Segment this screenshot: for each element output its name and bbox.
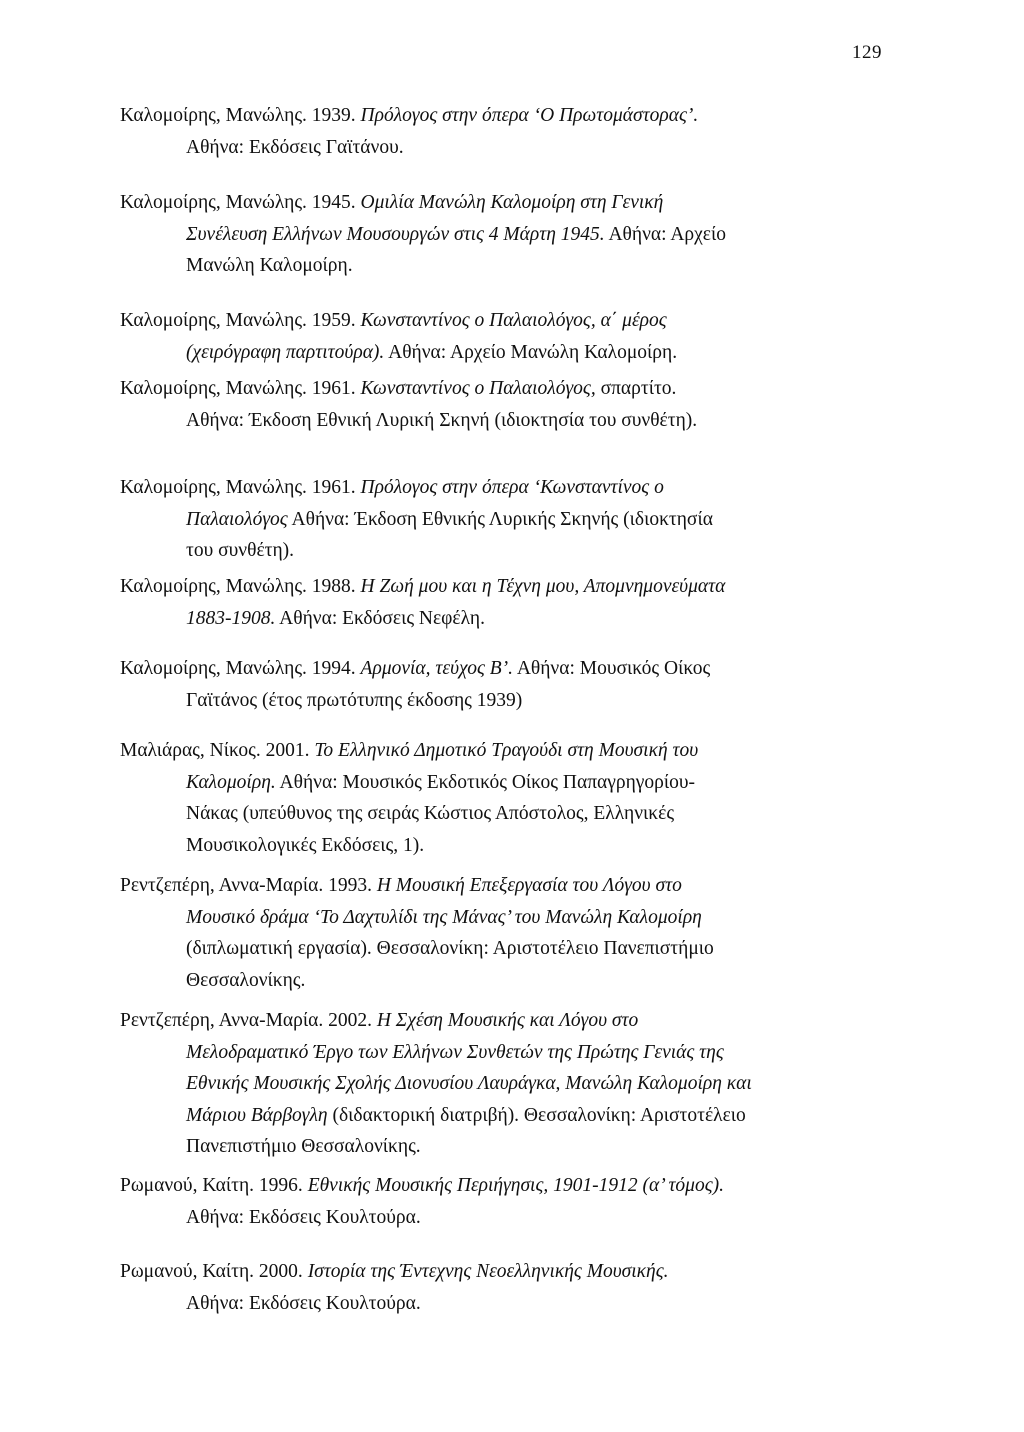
reference-line bbox=[120, 767, 890, 799]
reference-line bbox=[120, 1202, 890, 1234]
reference-line bbox=[120, 1256, 890, 1288]
reference-text: Αθήνα: Έκδοση Εθνική Λυρική Σκηνή (ιδιοκτησία του συνθέτη). bbox=[186, 409, 698, 431]
reference-title: Εθνικής Μουσικής Σχολής Διονυσίου Λαυράγκα, Μανώλη Καλομοίρη και bbox=[186, 1073, 752, 1094]
reference-title: Αρμονία, τεύχος Β’. bbox=[360, 658, 514, 679]
reference-title: Μουσικό δράμα ‘Το Δαχτυλίδι της Μάνας’ του Μανώλη Καλομοίρη bbox=[186, 906, 702, 928]
reference-entry bbox=[120, 472, 890, 567]
reference-text: Θεσσαλονίκης. bbox=[186, 969, 306, 991]
reference-line bbox=[120, 830, 890, 862]
reference-line bbox=[120, 1068, 890, 1100]
reference-title: (χειρόγραφη παρτιτούρα). bbox=[186, 341, 385, 363]
reference-line bbox=[120, 735, 890, 767]
reference-line bbox=[120, 504, 890, 536]
reference-line bbox=[120, 1100, 890, 1132]
reference-line bbox=[120, 902, 890, 934]
reference-line bbox=[120, 187, 890, 219]
reference-publisher: Αθήνα: Εκδόσεις Νεφέλη. bbox=[275, 607, 485, 629]
reference-text: Καλομοίρης, Μανώλης. 1961. bbox=[120, 378, 361, 399]
reference-line bbox=[120, 685, 890, 717]
reference-line bbox=[120, 337, 890, 369]
reference-text: Ρωμανού, Καίτη. 1996. bbox=[120, 1175, 308, 1196]
reference-title: Πρόλογος στην όπερα ‘Ο Πρωτομάστορας’. bbox=[360, 105, 699, 126]
reference-line bbox=[120, 535, 890, 567]
reference-title: Συνέλευση Ελλήνων Μουσουργών στις 4 Μάρτη 1945. bbox=[186, 223, 605, 245]
reference-line bbox=[120, 1170, 890, 1202]
reference-text: Καλομοίρης, Μανώλης. 1994. bbox=[120, 658, 361, 679]
reference-line bbox=[120, 250, 890, 282]
reference-line bbox=[120, 132, 890, 164]
reference-entry bbox=[120, 1005, 890, 1163]
reference-text: Μουσικολογικές Εκδόσεις, 1). bbox=[186, 834, 425, 856]
reference-entry bbox=[120, 735, 890, 861]
reference-title: Πρόλογος στην όπερα ‘Κωνσταντίνος ο bbox=[360, 477, 664, 498]
reference-entry bbox=[120, 1170, 890, 1233]
reference-title: Ιστορία της Έντεχνης Νεοελληνικής Μουσικής. bbox=[307, 1261, 669, 1282]
reference-text: Ρεντζεπέρη, Αννα-Μαρία. 2002. bbox=[120, 1010, 377, 1031]
reference-text: Αθήνα: Εκδόσεις Γαϊτάνου. bbox=[186, 136, 404, 158]
reference-entry bbox=[120, 305, 890, 368]
reference-title: Κωνσταντίνος ο Παλαιολόγος, α΄ μέρος bbox=[360, 310, 667, 331]
reference-text: Καλομοίρης, Μανώλης. 1961. bbox=[120, 477, 361, 498]
reference-title: Κωνσταντίνος ο Παλαιολόγος, bbox=[360, 378, 596, 399]
reference-title: Ομιλία Μανώλη Καλομοίρη στη Γενική bbox=[360, 192, 664, 213]
reference-publisher: Αθήνα: Έκδοση Εθνικής Λυρικής Σκηνής (ιδιοκτησία bbox=[287, 508, 713, 530]
reference-line bbox=[120, 472, 890, 504]
reference-title: Μελοδραματικό Έργο των Ελλήνων Συνθετών της Πρώτης Γενιάς της bbox=[186, 1041, 724, 1063]
reference-publisher: Αθήνα: Μουσικός Εκδοτικός Οίκος Παπαγρηγορίου- bbox=[275, 771, 696, 793]
reference-line bbox=[120, 603, 890, 635]
reference-line bbox=[120, 870, 890, 902]
reference-text: Γαϊτάνος (έτος πρωτότυπης έκδοσης 1939) bbox=[186, 689, 523, 711]
reference-line bbox=[120, 653, 890, 685]
reference-line bbox=[120, 405, 890, 437]
reference-line bbox=[120, 965, 890, 997]
reference-title: Το Ελληνικό Δημοτικό Τραγούδι στη Μουσική του bbox=[314, 740, 699, 761]
reference-text: Μαλιάρας, Νίκος. 2001. bbox=[120, 740, 315, 761]
reference-text: Ρωμανού, Καίτη. 2000. bbox=[120, 1261, 308, 1282]
reference-text: Καλομοίρης, Μανώλης. 1959. bbox=[120, 310, 361, 331]
reference-title: Καλομοίρη. bbox=[186, 771, 276, 793]
reference-line bbox=[120, 798, 890, 830]
reference-line bbox=[120, 1288, 890, 1320]
reference-text: Καλομοίρης, Μανώλης. 1939. bbox=[120, 105, 361, 126]
reference-entry bbox=[120, 100, 890, 163]
reference-text: Αθήνα: Εκδόσεις Κουλτούρα. bbox=[186, 1292, 421, 1314]
reference-text: Ρεντζεπέρη, Αννα-Μαρία. 1993. bbox=[120, 875, 377, 896]
reference-line bbox=[120, 1005, 890, 1037]
reference-publisher: Αθήνα: Μουσικός Οίκος bbox=[513, 658, 711, 679]
reference-text: Καλομοίρης, Μανώλης. 1945. bbox=[120, 192, 361, 213]
reference-entry bbox=[120, 187, 890, 282]
reference-entry bbox=[120, 1256, 890, 1319]
reference-title: Μάριου Βάρβογλη bbox=[186, 1104, 328, 1126]
reference-entry bbox=[120, 870, 890, 996]
reference-line bbox=[120, 1037, 890, 1069]
reference-text: (διπλωματική εργασία). Θεσσαλονίκη: Αριστοτέλειο Πανεπιστήμιο bbox=[186, 938, 714, 959]
reference-entry bbox=[120, 653, 890, 716]
reference-line bbox=[120, 305, 890, 337]
reference-text: Καλομοίρης, Μανώλης. 1988. bbox=[120, 576, 361, 597]
reference-publisher: Αθήνα: Αρχείο Μανώλη Καλομοίρη. bbox=[384, 341, 678, 363]
reference-title: 1883-1908. bbox=[186, 607, 276, 629]
reference-publisher: Αθήνα: Αρχείο bbox=[604, 223, 726, 245]
reference-line bbox=[120, 219, 890, 251]
reference-text: Μανώλη Καλομοίρη. bbox=[186, 255, 353, 276]
reference-title: Η Σχέση Μουσικής και Λόγου στο bbox=[376, 1010, 639, 1031]
page-number: 129 bbox=[852, 42, 882, 63]
reference-line bbox=[120, 100, 890, 132]
reference-line bbox=[120, 571, 890, 603]
reference-entry bbox=[120, 571, 890, 634]
reference-line bbox=[120, 373, 890, 405]
reference-publisher: (διδακτορική διατριβή). Θεσσαλονίκη: Αριστοτέλειο bbox=[327, 1104, 746, 1126]
reference-entry bbox=[120, 373, 890, 436]
reference-title: Παλαιολόγος bbox=[186, 508, 288, 530]
reference-line bbox=[120, 1131, 890, 1163]
reference-title: Η Μουσική Επεξεργασία του Λόγου στο bbox=[376, 875, 682, 896]
reference-text: του συνθέτη). bbox=[186, 540, 295, 561]
reference-title: Εθνικής Μουσικής Περιήγησις, 1901-1912 (α’ τόμος). bbox=[307, 1175, 724, 1196]
reference-title: Η Ζωή μου και η Τέχνη μου, Απομνημονεύματα bbox=[360, 576, 726, 597]
reference-text: Νάκας (υπεύθυνος της σειράς Κώστιος Απόστολος, Ελληνικές bbox=[186, 803, 675, 824]
reference-text: Αθήνα: Εκδόσεις Κουλτούρα. bbox=[186, 1206, 421, 1228]
reference-publisher: σπαρτίτο. bbox=[595, 378, 677, 399]
reference-text: Πανεπιστήμιο Θεσσαλονίκης. bbox=[186, 1136, 421, 1157]
reference-line bbox=[120, 933, 890, 965]
